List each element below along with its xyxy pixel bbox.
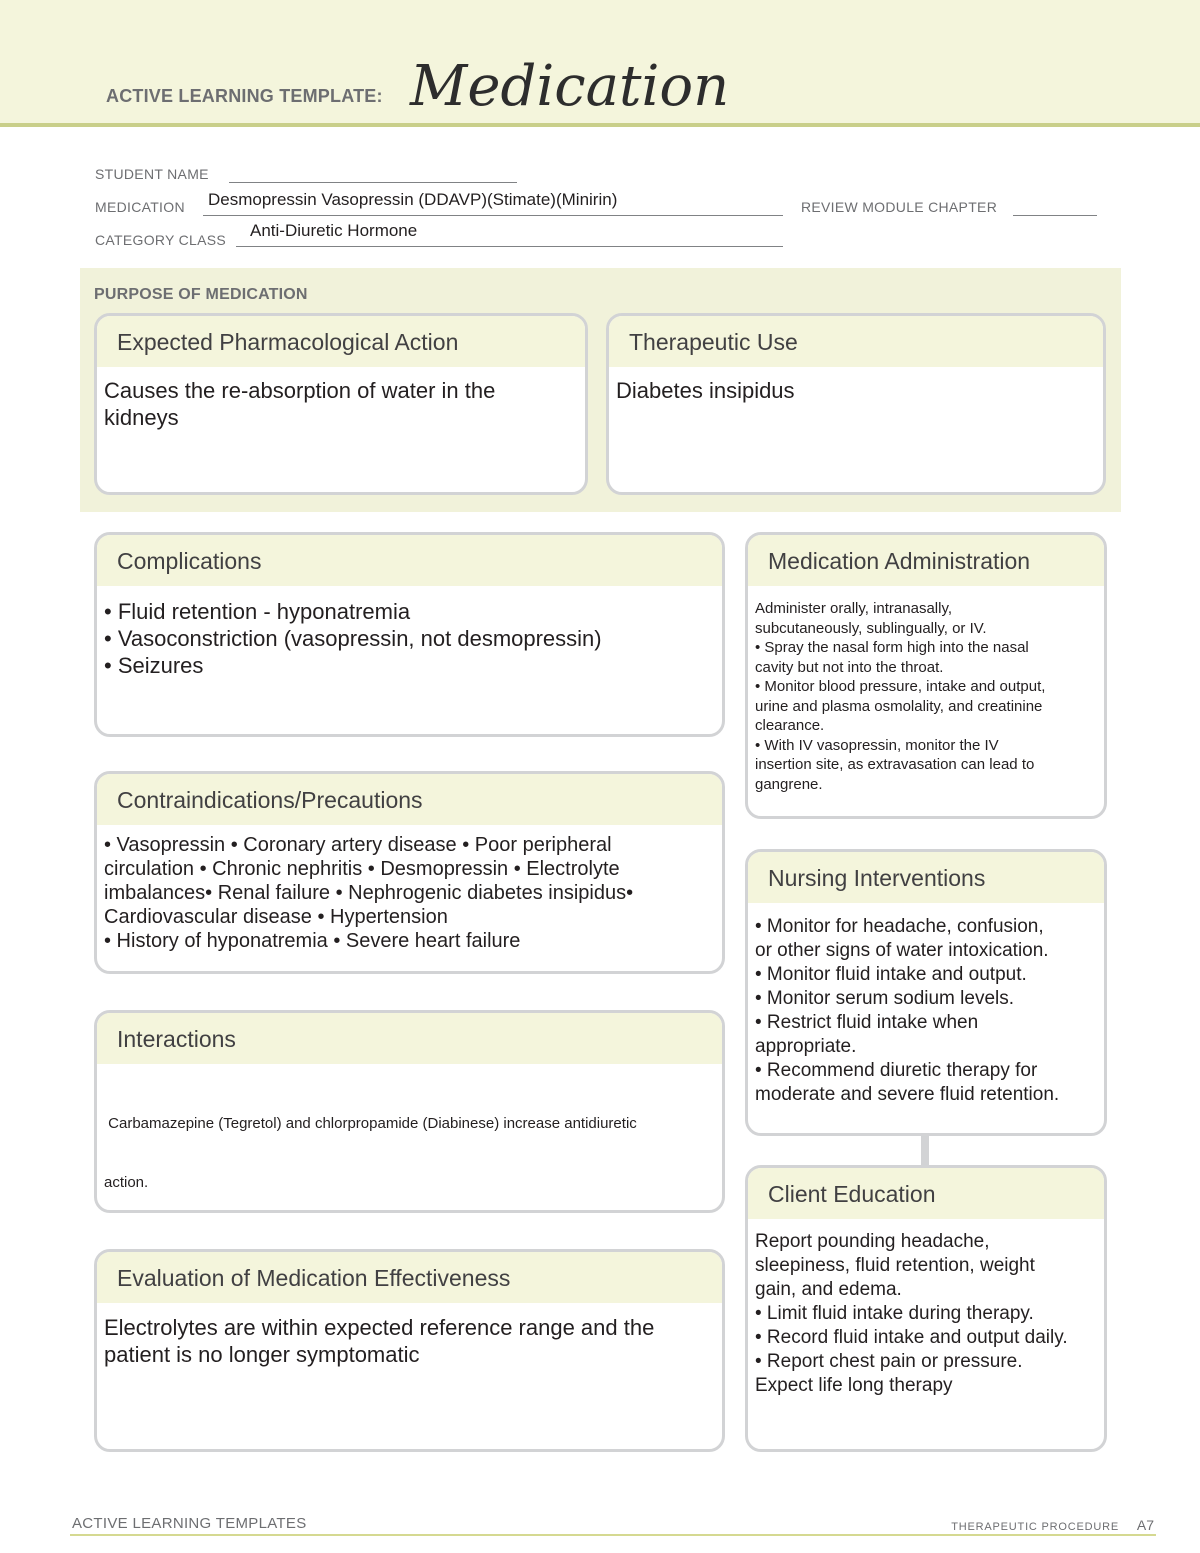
contraindications-title: Contraindications/Precautions — [97, 774, 722, 825]
text-line: • Restrict fluid intake when — [755, 1012, 979, 1033]
review-module-line — [1013, 215, 1097, 216]
text-line: appropriate. — [755, 1036, 857, 1057]
text-line: insertion site, as extravasation can lead to — [755, 756, 1035, 773]
evaluation-text[interactable] — [97, 1303, 722, 1368]
complications-text[interactable] — [97, 586, 722, 679]
client-education-box — [745, 1165, 1107, 1452]
nursing-interventions-text[interactable] — [748, 903, 1104, 1107]
text-line: moderate and severe fluid retention. — [755, 1084, 1060, 1105]
text-line: Cardiovascular disease • Hypertension — [104, 906, 448, 928]
text-line: imbalances• Renal failure • Nephrogenic diabetes insipidus• — [104, 882, 634, 904]
expected-action-title: Expected Pharmacological Action — [97, 316, 585, 367]
therapeutic-use-text[interactable] — [609, 367, 1103, 404]
text-line: Carbamazepine (Tegretol) and chlorpropamide (Diabinese) increase antidiuretic — [104, 1115, 637, 1132]
text-line: gain, and edema. — [755, 1279, 902, 1300]
expected-action-text[interactable] — [97, 367, 585, 431]
medication-field[interactable]: Desmopressin Vasopressin (DDAVP)(Stimate)(Minirin) — [208, 190, 618, 209]
text-line: • With IV vasopressin, monitor the IV — [755, 736, 999, 754]
category-class-line — [236, 246, 783, 247]
nursing-interventions-box — [745, 849, 1107, 1136]
text-line: action. — [104, 1173, 149, 1191]
therapeutic-use-title: Therapeutic Use — [609, 316, 1103, 367]
header-divider — [0, 123, 1200, 127]
text-line: patient is no longer symptomatic — [104, 1342, 420, 1367]
text-line: • Monitor blood pressure, intake and output, — [755, 678, 1046, 695]
text-line: • Vasopressin • Coronary artery disease • Poor peripheral — [104, 834, 612, 856]
student-name-label: STUDENT NAME — [95, 166, 209, 182]
text-line: • Seizures — [104, 653, 204, 678]
text-line: • Recommend diuretic therapy for — [755, 1060, 1038, 1081]
nursing-interventions-title: Nursing Interventions — [748, 852, 1104, 903]
text-line: Diabetes insipidus — [616, 378, 795, 403]
footer-title: ACTIVE LEARNING TEMPLATES — [72, 1515, 307, 1532]
footer-divider — [70, 1534, 1156, 1536]
text-line: Report pounding headache, — [755, 1231, 990, 1252]
text-line: • Report chest pain or pressure. — [755, 1351, 1023, 1372]
text-line: subcutaneously, sublingually, or IV. — [755, 619, 987, 637]
complications-box — [94, 532, 725, 737]
text-line: Administer orally, intranasally, — [755, 600, 953, 617]
text-line: Electrolytes are within expected reference range and the — [104, 1315, 655, 1340]
interactions-title: Interactions — [97, 1013, 722, 1064]
medication-line — [203, 215, 783, 216]
client-education-title: Client Education — [748, 1168, 1104, 1219]
medication-administration-title: Medication Administration — [748, 535, 1104, 586]
expected-action-box — [94, 313, 588, 495]
text-line: • Fluid retention - hyponatremia — [104, 599, 411, 624]
text-line: • Vasoconstriction (vasopressin, not desmopressin) — [104, 626, 602, 651]
footer-section — [951, 1517, 1154, 1533]
text-line: sleepiness, fluid retention, weight — [755, 1255, 1035, 1276]
review-module-label: REVIEW MODULE CHAPTER — [801, 199, 998, 215]
page-title: Medication — [410, 54, 730, 119]
interactions-text[interactable] — [97, 1064, 722, 1213]
page-number: A7 — [1136, 1517, 1154, 1533]
text-line: • History of hyponatremia • Severe heart failure — [104, 930, 521, 952]
template-label: ACTIVE LEARNING TEMPLATE: — [106, 86, 383, 106]
text-line: circulation • Chronic nephritis • Desmopressin • Electrolyte — [104, 858, 620, 880]
contraindications-text[interactable] — [97, 825, 722, 953]
category-class-label: CATEGORY CLASS — [95, 232, 227, 248]
text-line: • Monitor serum sodium levels. — [755, 988, 1015, 1009]
box-connector — [921, 1135, 929, 1165]
student-name-line — [229, 182, 517, 183]
text-line: • Spray the nasal form high into the nasal — [755, 639, 1029, 656]
text-line: • Record fluid intake and output daily. — [755, 1327, 1068, 1348]
footer-section-label: THERAPEUTIC PROCEDURE — [951, 1521, 1120, 1533]
text-line: • Monitor fluid intake and output. — [755, 964, 1027, 985]
evaluation-title: Evaluation of Medication Effectiveness — [97, 1252, 722, 1303]
text-line: • Monitor for headache, confusion, — [755, 916, 1044, 937]
client-education-text[interactable] — [748, 1219, 1104, 1398]
text-line: gangrene. — [755, 775, 823, 793]
text-line: clearance. — [755, 717, 825, 734]
category-class-field[interactable]: Anti-Diuretic Hormone — [250, 221, 418, 240]
text-line: Causes the re-absorption of water in the — [104, 378, 496, 403]
interactions-box — [94, 1010, 725, 1213]
contraindications-box — [94, 771, 725, 974]
complications-title: Complications — [97, 535, 722, 586]
therapeutic-use-box — [606, 313, 1106, 495]
text-line: kidneys — [104, 405, 179, 430]
medication-administration-box — [745, 532, 1107, 819]
text-line: • Limit fluid intake during therapy. — [755, 1303, 1034, 1324]
text-line: cavity but not into the throat. — [755, 658, 944, 676]
purpose-heading: PURPOSE OF MEDICATION — [94, 286, 308, 303]
text-line: or other signs of water intoxication. — [755, 940, 1049, 961]
evaluation-box — [94, 1249, 725, 1452]
medication-administration-text[interactable] — [748, 586, 1104, 794]
medication-label: MEDICATION — [95, 199, 185, 215]
text-line: Expect life long therapy — [755, 1375, 953, 1396]
text-line: urine and plasma osmolality, and creatinine — [755, 697, 1043, 715]
